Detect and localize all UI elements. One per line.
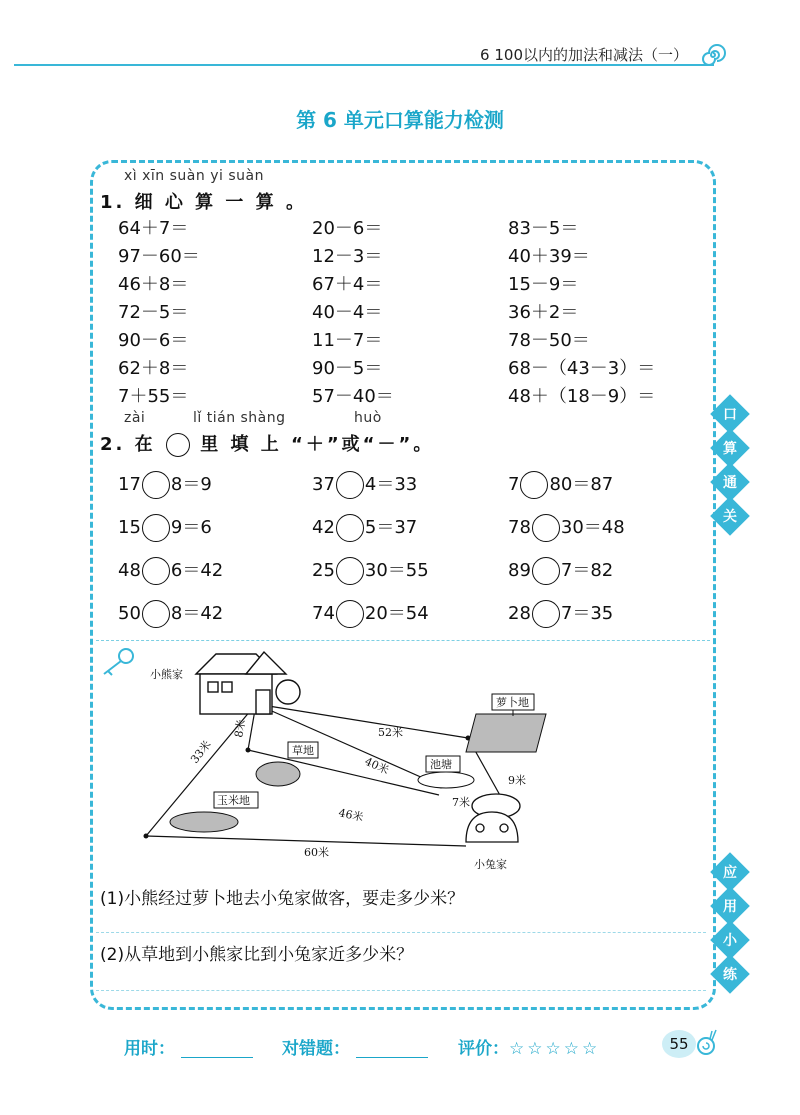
operator-circle[interactable] [336, 600, 364, 628]
calc-item: 40＋39＝ [508, 246, 590, 267]
side-tab: 算 [710, 428, 750, 468]
calc-item: 20－6＝ [312, 218, 383, 239]
answer-line-1[interactable] [96, 932, 706, 933]
dist-46: 46米 [337, 806, 365, 825]
pinyin-zai: zài [124, 410, 146, 426]
operand-right: 8＝9 [170, 474, 212, 495]
label-corn: 玉米地 [217, 794, 250, 807]
operand-left: 42 [312, 517, 335, 538]
fill-item [118, 556, 223, 585]
circle-symbol [166, 433, 190, 457]
header-rule [14, 64, 714, 66]
label-radish: 萝卜地 [496, 696, 529, 709]
snail-icon [696, 1026, 720, 1056]
operand-left: 89 [508, 560, 531, 581]
dist-40: 40米 [362, 754, 391, 777]
pinyin-li-tian-shang: lǐ tián shàng [193, 410, 286, 426]
side-tab: 应 [710, 852, 750, 892]
operand-right: 80＝87 [549, 474, 614, 495]
fill-item [118, 513, 212, 542]
fill-item [312, 556, 429, 585]
section2-title-post: 里 填 上 “＋”或“－”。 [200, 434, 435, 455]
dist-9: 9米 [508, 774, 526, 787]
dist-60: 60米 [304, 846, 329, 859]
fill-item [118, 470, 212, 499]
side-tab: 练 [710, 954, 750, 994]
operand-left: 28 [508, 603, 531, 624]
side-tab: 关 [710, 496, 750, 536]
side-tab: 通 [710, 462, 750, 502]
operand-left: 50 [118, 603, 141, 624]
operand-right: 4＝33 [364, 474, 418, 495]
fill-item [508, 599, 613, 628]
side-tab: 小 [710, 920, 750, 960]
calc-item: 36＋2＝ [508, 302, 579, 323]
calc-item: 62＋8＝ [118, 358, 189, 379]
calc-item: 90－6＝ [118, 330, 189, 351]
operand-right: 7＝35 [560, 603, 614, 624]
section2-title-pre: 2. 在 [100, 434, 156, 455]
operand-right: 20＝54 [364, 603, 429, 624]
operator-circle[interactable] [142, 514, 170, 542]
operator-circle[interactable] [532, 600, 560, 628]
errors-blank[interactable] [356, 1057, 428, 1058]
fill-item [312, 513, 417, 542]
side-tabs-apply [716, 858, 744, 988]
side-tab: 用 [710, 886, 750, 926]
operator-circle[interactable] [142, 557, 170, 585]
operand-right: 30＝55 [364, 560, 429, 581]
calc-item: 68－（43－3）＝ [508, 358, 656, 379]
rating-label: 评价： [458, 1039, 509, 1059]
operator-circle[interactable] [532, 557, 560, 585]
operator-circle[interactable] [142, 471, 170, 499]
question-2: (2)从草地到小熊家比到小兔家近多少米？ [100, 945, 414, 965]
pinyin-huo: huò [354, 410, 382, 426]
label-bear-home: 小熊家 [150, 668, 183, 681]
operator-circle[interactable] [336, 514, 364, 542]
operand-right: 30＝48 [560, 517, 625, 538]
calc-item: 48＋（18－9）＝ [508, 386, 656, 407]
bear-house-icon [196, 652, 300, 714]
label-rabbit-home: 小兔家 [474, 858, 507, 871]
page-title: 第 6 单元口算能力检测 [296, 108, 504, 132]
dist-33: 33米 [188, 738, 214, 766]
operand-right: 9＝6 [170, 517, 212, 538]
key-icon [104, 649, 133, 675]
rating-field [458, 1034, 600, 1059]
dist-52: 52米 [378, 726, 403, 739]
side-tabs-oral [716, 400, 744, 530]
errors-field [282, 1034, 428, 1059]
operator-circle[interactable] [336, 557, 364, 585]
calc-item: 57－40＝ [312, 386, 394, 407]
operand-left: 25 [312, 560, 335, 581]
fill-item [312, 599, 429, 628]
calc-item: 90－5＝ [312, 358, 383, 379]
operator-circle[interactable] [520, 471, 548, 499]
operand-left: 7 [508, 474, 520, 495]
fill-item [508, 556, 613, 585]
chapter-header: 6 100以内的加法和减法（一） [480, 46, 688, 64]
calc-item: 64＋7＝ [118, 218, 189, 239]
time-blank[interactable] [181, 1057, 253, 1058]
route-map [96, 646, 566, 876]
calc-item: 67＋4＝ [312, 274, 383, 295]
page-number: 55 [662, 1030, 696, 1058]
operand-right: 8＝42 [170, 603, 224, 624]
fill-item [508, 470, 613, 499]
rating-stars[interactable]: ☆☆☆☆☆ [509, 1039, 601, 1059]
side-tab: 口 [710, 394, 750, 434]
operand-left: 74 [312, 603, 335, 624]
section1-pinyin: xì xīn suàn yi suàn [124, 168, 264, 184]
operand-left: 17 [118, 474, 141, 495]
operand-right: 7＝82 [560, 560, 614, 581]
question-1: (1)小熊经过萝卜地去小兔家做客，要走多少米？ [100, 889, 465, 909]
operand-left: 78 [508, 517, 531, 538]
section1-title: 1. 细 心 算 一 算 。 [100, 192, 307, 213]
label-pond: 池塘 [430, 758, 452, 771]
operand-left: 37 [312, 474, 335, 495]
calc-item: 78－50＝ [508, 330, 590, 351]
operand-right: 5＝37 [364, 517, 418, 538]
calc-item: 40－4＝ [312, 302, 383, 323]
calc-item: 97－60＝ [118, 246, 200, 267]
operator-circle[interactable] [142, 600, 170, 628]
time-label: 用时： [124, 1039, 175, 1059]
calc-item: 83－5＝ [508, 218, 579, 239]
fill-item [118, 599, 223, 628]
operand-left: 15 [118, 517, 141, 538]
operator-circle[interactable] [532, 514, 560, 542]
fill-item [312, 470, 417, 499]
calc-item: 46＋8＝ [118, 274, 189, 295]
operand-right: 6＝42 [170, 560, 224, 581]
answer-line-2[interactable] [96, 990, 706, 991]
calc-item: 12－3＝ [312, 246, 383, 267]
rabbit-house-icon [466, 794, 520, 842]
time-field [124, 1034, 253, 1059]
dist-8: 8米 [232, 718, 249, 739]
operand-left: 48 [118, 560, 141, 581]
fill-item [508, 513, 625, 542]
dist-7: 7米 [452, 796, 470, 809]
operator-circle[interactable] [336, 471, 364, 499]
calc-item: 15－9＝ [508, 274, 579, 295]
label-grass: 草地 [292, 744, 314, 757]
section-divider [96, 640, 710, 641]
calc-item: 7＋55＝ [118, 386, 189, 407]
errors-label: 对错题： [282, 1039, 350, 1059]
calc-item: 11－7＝ [312, 330, 383, 351]
section2-title [100, 430, 434, 457]
calc-item: 72－5＝ [118, 302, 189, 323]
